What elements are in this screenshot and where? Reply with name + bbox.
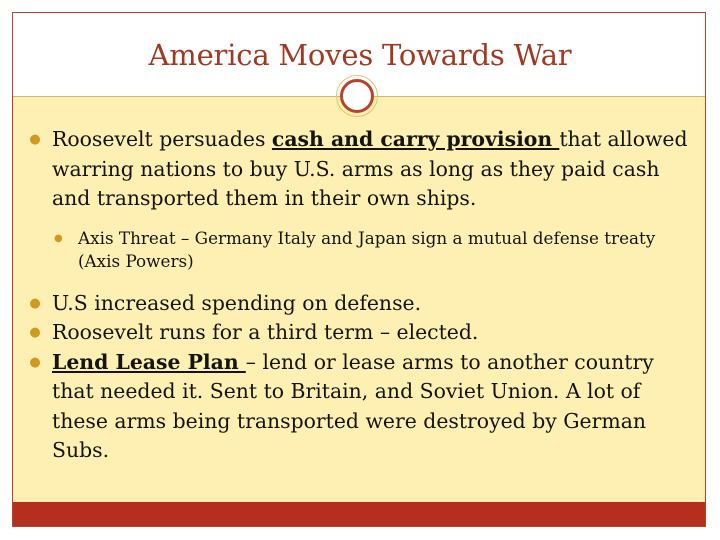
bullet-list bbox=[26, 125, 691, 466]
bullet-dot-icon: ● bbox=[29, 325, 41, 340]
sub-bullet-text: Axis Threat – Germany Italy and Japan sign a mutual defense treaty (Axis Powers) bbox=[78, 227, 656, 271]
bullet-text: – lend or lease arms to another country that needed it. Sent to Britain, and Soviet Union. A lot of these arms being transported were destroyed by German Subs. bbox=[52, 349, 654, 462]
bullet-emphasis: cash and carry provision bbox=[271, 127, 560, 151]
slide-title: America Moves Towards War bbox=[148, 38, 572, 72]
bullet-item-lend-lease bbox=[26, 348, 691, 466]
sub-bullet-axis-threat bbox=[26, 227, 691, 273]
bullet-item-third-term bbox=[26, 318, 691, 348]
bullet-dot-icon: ● bbox=[29, 295, 41, 311]
bullet-item-cash-carry bbox=[26, 125, 691, 214]
bullet-item-defense bbox=[26, 289, 691, 319]
footer-bar bbox=[13, 502, 705, 526]
bullet-text: U.S increased spending on defense. bbox=[52, 290, 422, 315]
bullet-emphasis: Lend Lease Plan bbox=[52, 349, 246, 374]
bullet-dot-icon: ● bbox=[29, 132, 41, 147]
bullet-text: Roosevelt runs for a third term – elected. bbox=[52, 320, 479, 344]
bullet-text: Roosevelt persuades bbox=[52, 127, 272, 151]
ring-ornament-icon bbox=[340, 79, 374, 113]
bullet-text: that allowed warring nations to buy U.S. arms as long as they paid cash and transported them in their own ships. bbox=[52, 127, 688, 210]
bullet-dot-icon: ● bbox=[54, 232, 63, 244]
bullet-dot-icon: ● bbox=[29, 354, 41, 370]
